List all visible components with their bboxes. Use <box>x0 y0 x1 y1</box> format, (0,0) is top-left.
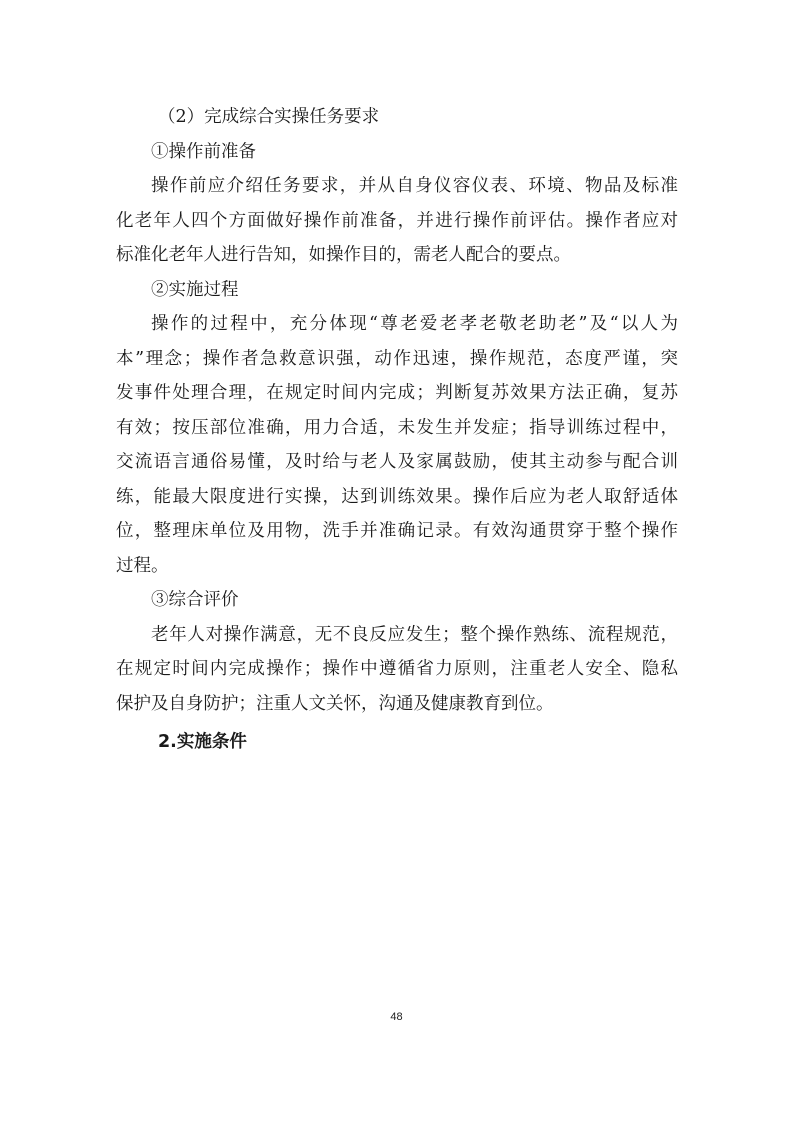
paragraph-line: 本”理念；操作者急救意识强，动作迅速，操作规范，态度严谨，突 <box>116 348 678 369</box>
section-heading-evaluation: ③综合评价 <box>151 590 239 610</box>
section-heading-process: ②实施过程 <box>151 279 239 300</box>
page-content <box>116 100 678 759</box>
paragraph-line: 操作前应介绍任务要求，并从自身仪容仪表、环境、物品及标准 <box>151 176 678 196</box>
paragraph-line: 位，整理床单位及用物，洗手并准确记录。有效沟通贯穿于整个操作 <box>116 521 678 541</box>
paragraph-line: 化老年人四个方面做好操作前准备，并进行操作前评估。操作者应对 <box>116 210 678 231</box>
paragraph-line: 操作的过程中，充分体现“尊老爱老孝老敬老助老”及“以人为 <box>151 314 678 334</box>
paragraph-line: 过程。 <box>116 555 169 576</box>
section-heading-conditions: 2.实施条件 <box>158 732 247 752</box>
paragraph-line: 交流语言通俗易懂，及时给与老人及家属鼓励，使其主动参与配合训 <box>116 452 678 472</box>
paragraph-line: 有效；按压部位准确，用力合适，未发生并发症；指导训练过程中， <box>116 417 678 438</box>
paragraph-line: 练，能最大限度进行实操，达到训练效果。操作后应为老人取舒适体 <box>116 486 678 507</box>
paragraph-line: 保护及自身防护；注重人文关怀，沟通及健康教育到位。 <box>116 693 554 714</box>
page-number: 48 <box>390 1011 403 1023</box>
paragraph-line: 在规定时间内完成操作；操作中遵循省力原则，注重老人安全、隐私 <box>116 659 678 679</box>
paragraph-line: 标准化老年人进行告知，如操作目的，需老人配合的要点。 <box>116 245 571 265</box>
section-heading-preparation: ①操作前准备 <box>151 141 256 162</box>
paragraph-line: 老年人对操作满意，无不良反应发生；整个操作熟练、流程规范， <box>151 624 678 645</box>
paragraph-line: 发事件处理合理，在规定时间内完成；判断复苏效果方法正确，复苏 <box>116 383 678 403</box>
subsection-title: （2）完成综合实操任务要求 <box>158 107 380 127</box>
